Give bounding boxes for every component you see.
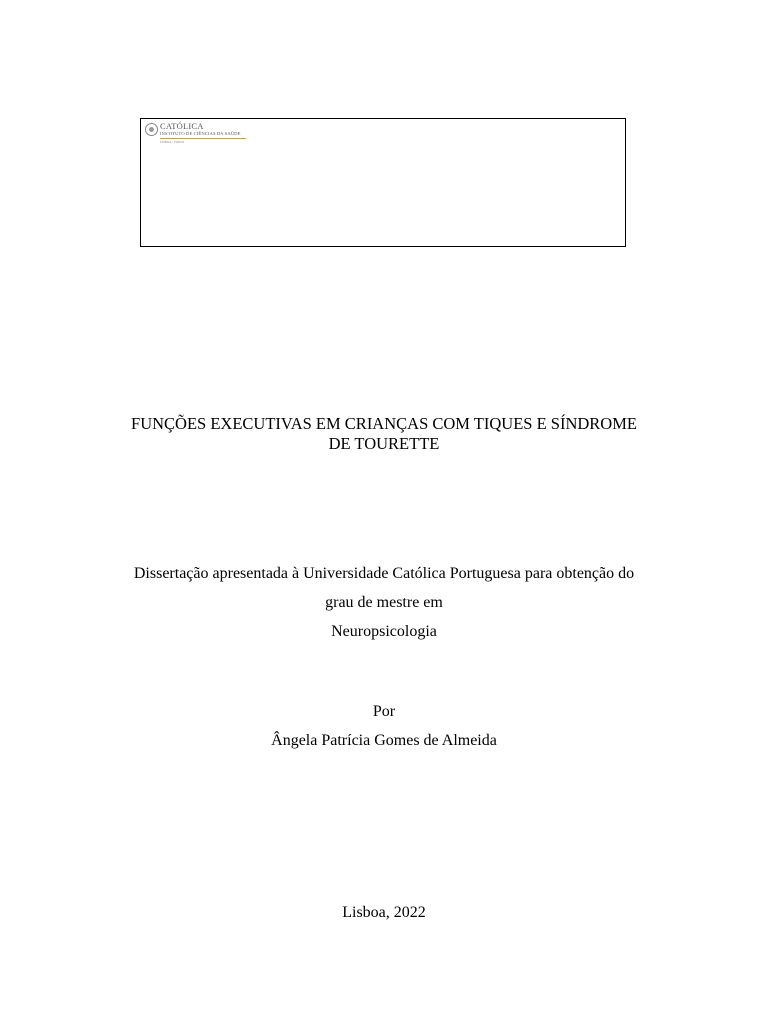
dissertation-statement: [0, 559, 768, 646]
title-line-1: FUNÇÕES EXECUTIVAS EM CRIANÇAS COM TIQUES E SÍNDROME: [131, 414, 637, 433]
header-box: [140, 118, 626, 247]
title-line-2: DE TOURETTE: [328, 434, 440, 453]
thesis-title: [0, 414, 768, 454]
dissertation-line-1: Dissertação apresentada à Universidade Católica Portuguesa para obtenção do: [133, 565, 635, 582]
author-name: Ângela Patrícia Gomes de Almeida: [271, 732, 497, 749]
logo-rule: [160, 138, 246, 139]
seal-icon: [145, 123, 158, 136]
logo-text: [160, 122, 246, 144]
author-block: [0, 697, 768, 755]
dissertation-line-3: Neuropsicologia: [331, 623, 437, 640]
logo-institute: INSTITUTO DE CIÊNCIAS DA SAÚDE: [160, 131, 241, 136]
place-year: Lisboa, 2022: [342, 904, 426, 921]
logo-brand: CATÓLICA: [160, 121, 204, 131]
logo-campus: LISBOA · PORTO: [160, 140, 185, 144]
dissertation-line-2: grau de mestre em: [325, 594, 443, 611]
author-by: Por: [372, 703, 396, 720]
university-logo: [145, 122, 246, 144]
